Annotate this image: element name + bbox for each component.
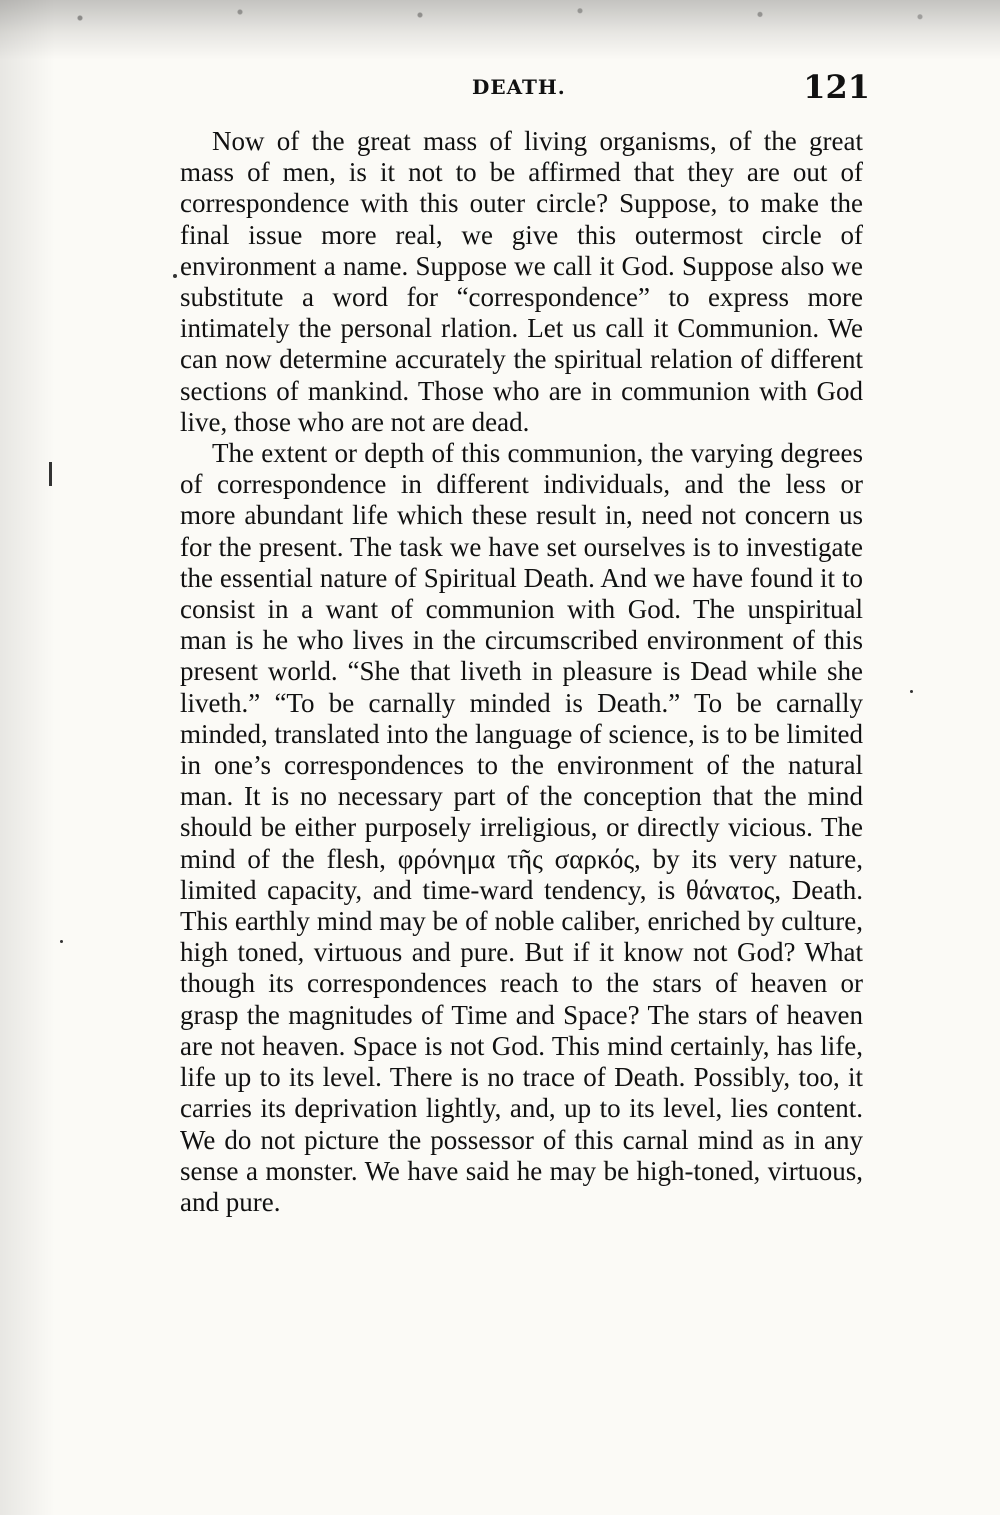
body-text: [180, 126, 863, 1218]
margin-speck: [910, 690, 913, 693]
margin-speck: [60, 940, 63, 943]
paragraph-1: Now of the great mass of living organisms, of the great mass of men, is it not to be affirmed that they are out of correspondence with this outer circle? Suppose, to make the final issue more real, we give this outermost circle of environment a name. Suppose we call it God. Suppose also we substitute a word for “correspondence” to express more intimately the personal rlation. Let us call it Communion. We can now determine accurately the spiritual relation of different sections of mankind. Those who are in communion with God live, those who are not are dead.: [180, 126, 863, 437]
margin-speck: [49, 462, 52, 486]
paragraph-2: The extent or depth of this communion, the varying degrees of correspondence in different individuals, and the less or more abundant life which these result in, need not concern us for the present. The task we have set ourselves is to investigate the essential nature of Spiritual Death. And we have found it to consist in a want of communion with God. The unspiritual man is he who lives in the circumscribed environment of this present world. “She that liveth in pleasure is Dead while she liveth.” “To be carnally minded is Death.” To be carnally minded, translated into the language of science, is to be limited in one’s correspondences to the environment of the natural man. It is no necessary part of the conception that the mind should be either purposely irreligious, or directly vicious. The mind of the flesh, φρόνημα τῆς σαρκός, by its very nature, limited capacity, and time-ward tendency, is θάνατος, Death. This earthly mind may be of noble caliber, enriched by culture, high toned, virtuous and pure. But if it know not God? What though its correspondences reach to the stars of heaven or grasp the magnitudes of Time and Space? The stars of heaven are not heaven. Space is not God. This mind certainly, has life, life up to its level. There is no trace of Death. Possibly, too, it carries its deprivation lightly, and, up to its level, lies content. We do not picture the possessor of this carnal mind as in any sense a monster. We have said he may be high-toned, virtuous, and pure.: [180, 438, 863, 1217]
running-head: [180, 68, 870, 108]
page-title: DEATH.: [472, 75, 566, 99]
scan-left-edge: [0, 0, 55, 1515]
scan-top-noise: [0, 0, 1000, 60]
page-number: 121: [803, 68, 870, 106]
margin-speck: [173, 274, 177, 278]
